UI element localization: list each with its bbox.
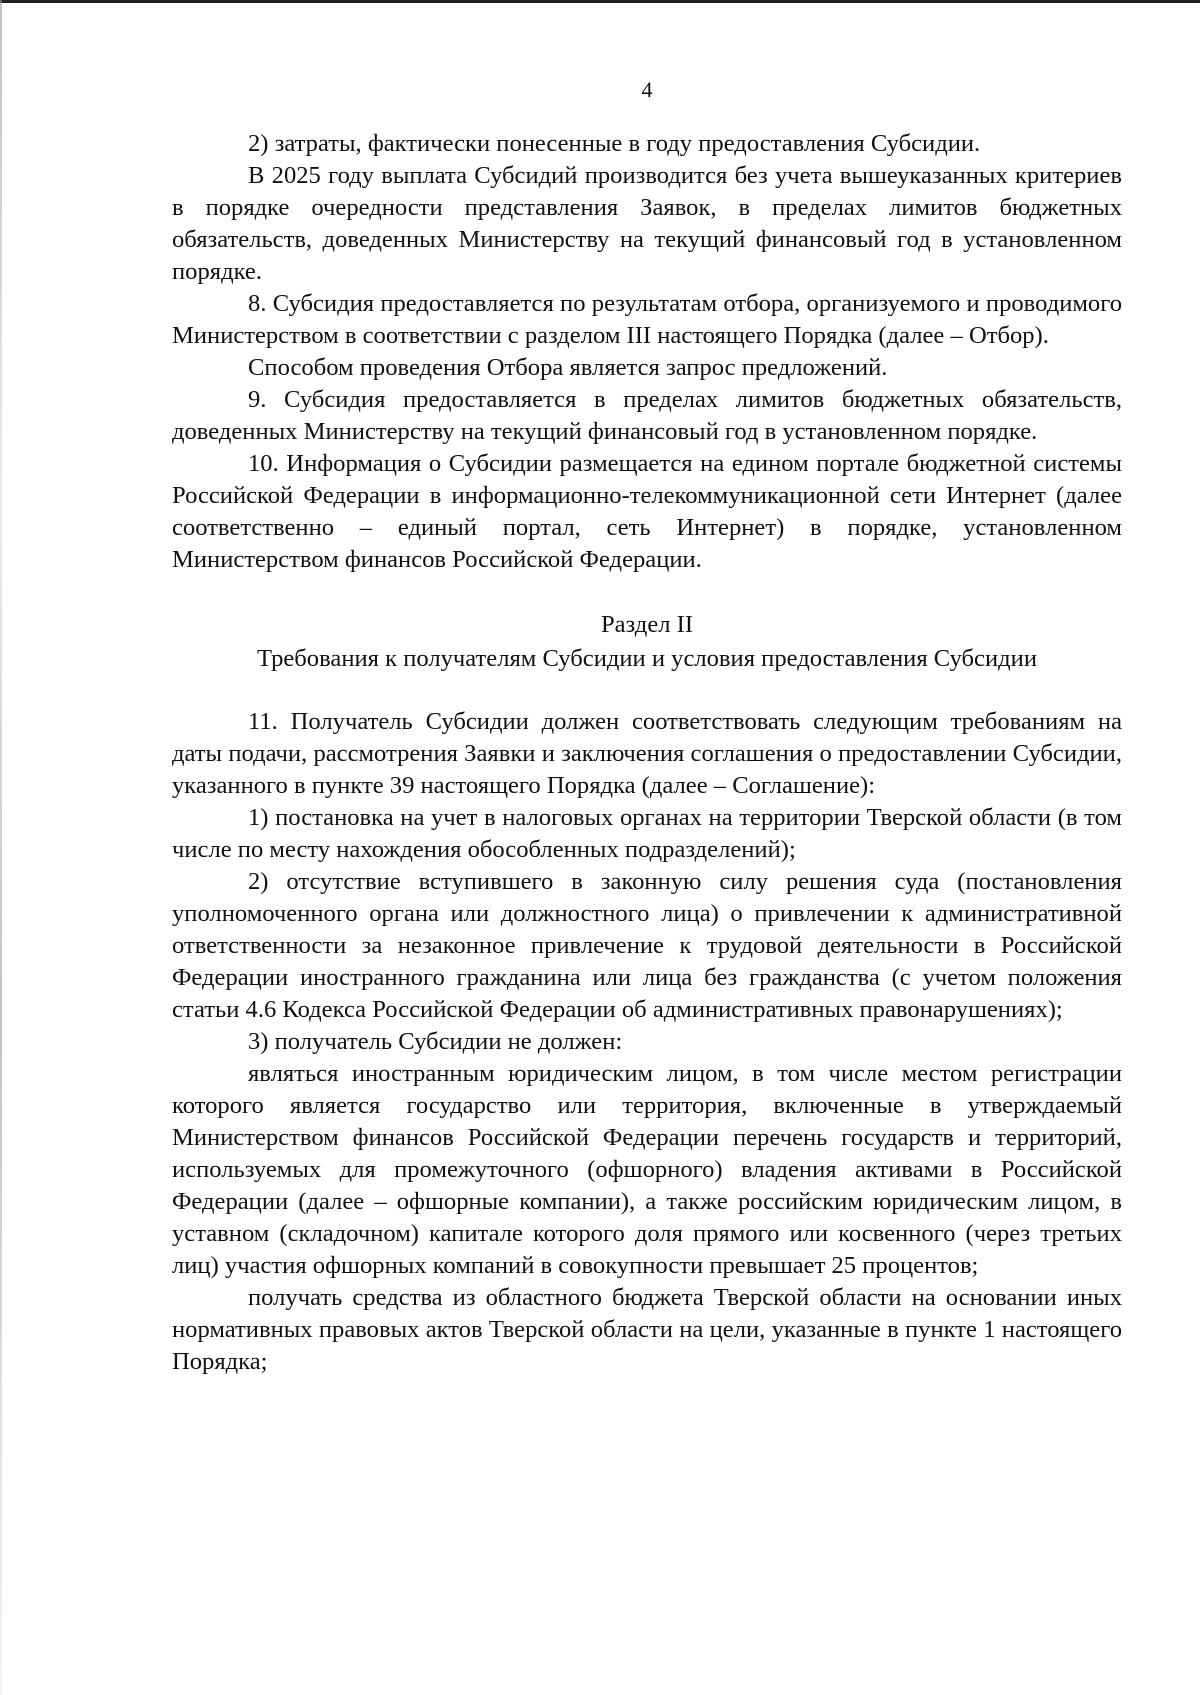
paragraph: 1) постановка на учет в налоговых органах на территории Тверской области (в том числе по месту нахождения обособленных подразделений);	[172, 804, 1122, 863]
scan-left-edge	[0, 0, 2, 1695]
paragraph: 2) отсутствие вступившего в законную силу решения суда (постановления уполномоченного органа или должностного лица) о привлечении к административной ответственности за незаконное привлечение к трудовой деятельности в Российской Федерации иностранного гражданина или лица без гражданства (с учетом положения статьи 4.6 Кодекса Российской Федерации об административных правонарушениях);	[172, 868, 1122, 1023]
paragraph: В 2025 году выплата Субсидий производится без учета вышеуказанных критериев в порядке очередности представления Заявок, в пределах лимитов бюджетных обязательств, доведенных Министерству на текущий финансовый год в установленном порядке.	[172, 162, 1122, 285]
paragraph: 2) затраты, фактически понесенные в году предоставления Субсидии.	[248, 130, 981, 157]
paragraph: 9. Субсидия предоставляется в пределах лимитов бюджетных обязательств, доведенных Министерству на текущий финансовый год в установленном порядке.	[172, 386, 1122, 445]
scan-top-edge	[0, 0, 1200, 3]
section-number: Раздел II	[600, 611, 694, 638]
paragraph: 11. Получатель Субсидии должен соответствовать следующим требованиям на даты подачи, рассмотрения Заявки и заключения соглашения о предоставлении Субсидии, указанного в пункте 39 настоящего Порядка (далее – Соглашение):	[172, 708, 1122, 799]
document-page	[172, 62, 1122, 1378]
paragraph: 8. Субсидия предоставляется по результатам отбора, организуемого и проводимого Министерством в соответствии с разделом III настоящего Порядка (далее – Отбор).	[172, 290, 1122, 349]
paragraph: являться иностранным юридическим лицом, в том числе местом регистрации которого является государство или территория, включенные в утверждаемый Министерством финансов Российской Федерации перечень государств и территорий, используемых для промежуточного (офшорного) владения активами в Российской Федерации (далее – офшорные компании), а также российским юридическим лицом, в уставном (складочном) капитале которого доля прямого или косвенного (через третьих лиц) участия офшорных компаний в совокупности превышает 25 процентов;	[172, 1060, 1122, 1279]
paragraph: получать средства из областного бюджета Тверской области на основании иных нормативных правовых актов Тверской области на цели, указанные в пункте 1 настоящего Порядка;	[172, 1284, 1122, 1375]
paragraph: 3) получатель Субсидии не должен:	[248, 1028, 623, 1055]
section-title: Требования к получателям Субсидии и условия предоставления Субсидии	[257, 645, 1037, 672]
paragraph: 10. Информация о Субсидии размещается на едином портале бюджетной системы Российской Федерации в информационно-телекоммуникационной сети Интернет (далее соответственно – единый портал, сеть Интернет) в порядке, установленном Министерством финансов Российской Федерации.	[172, 450, 1122, 573]
paragraph: Способом проведения Отбора является запрос предложений.	[248, 354, 888, 381]
page-number: 4	[641, 77, 653, 102]
